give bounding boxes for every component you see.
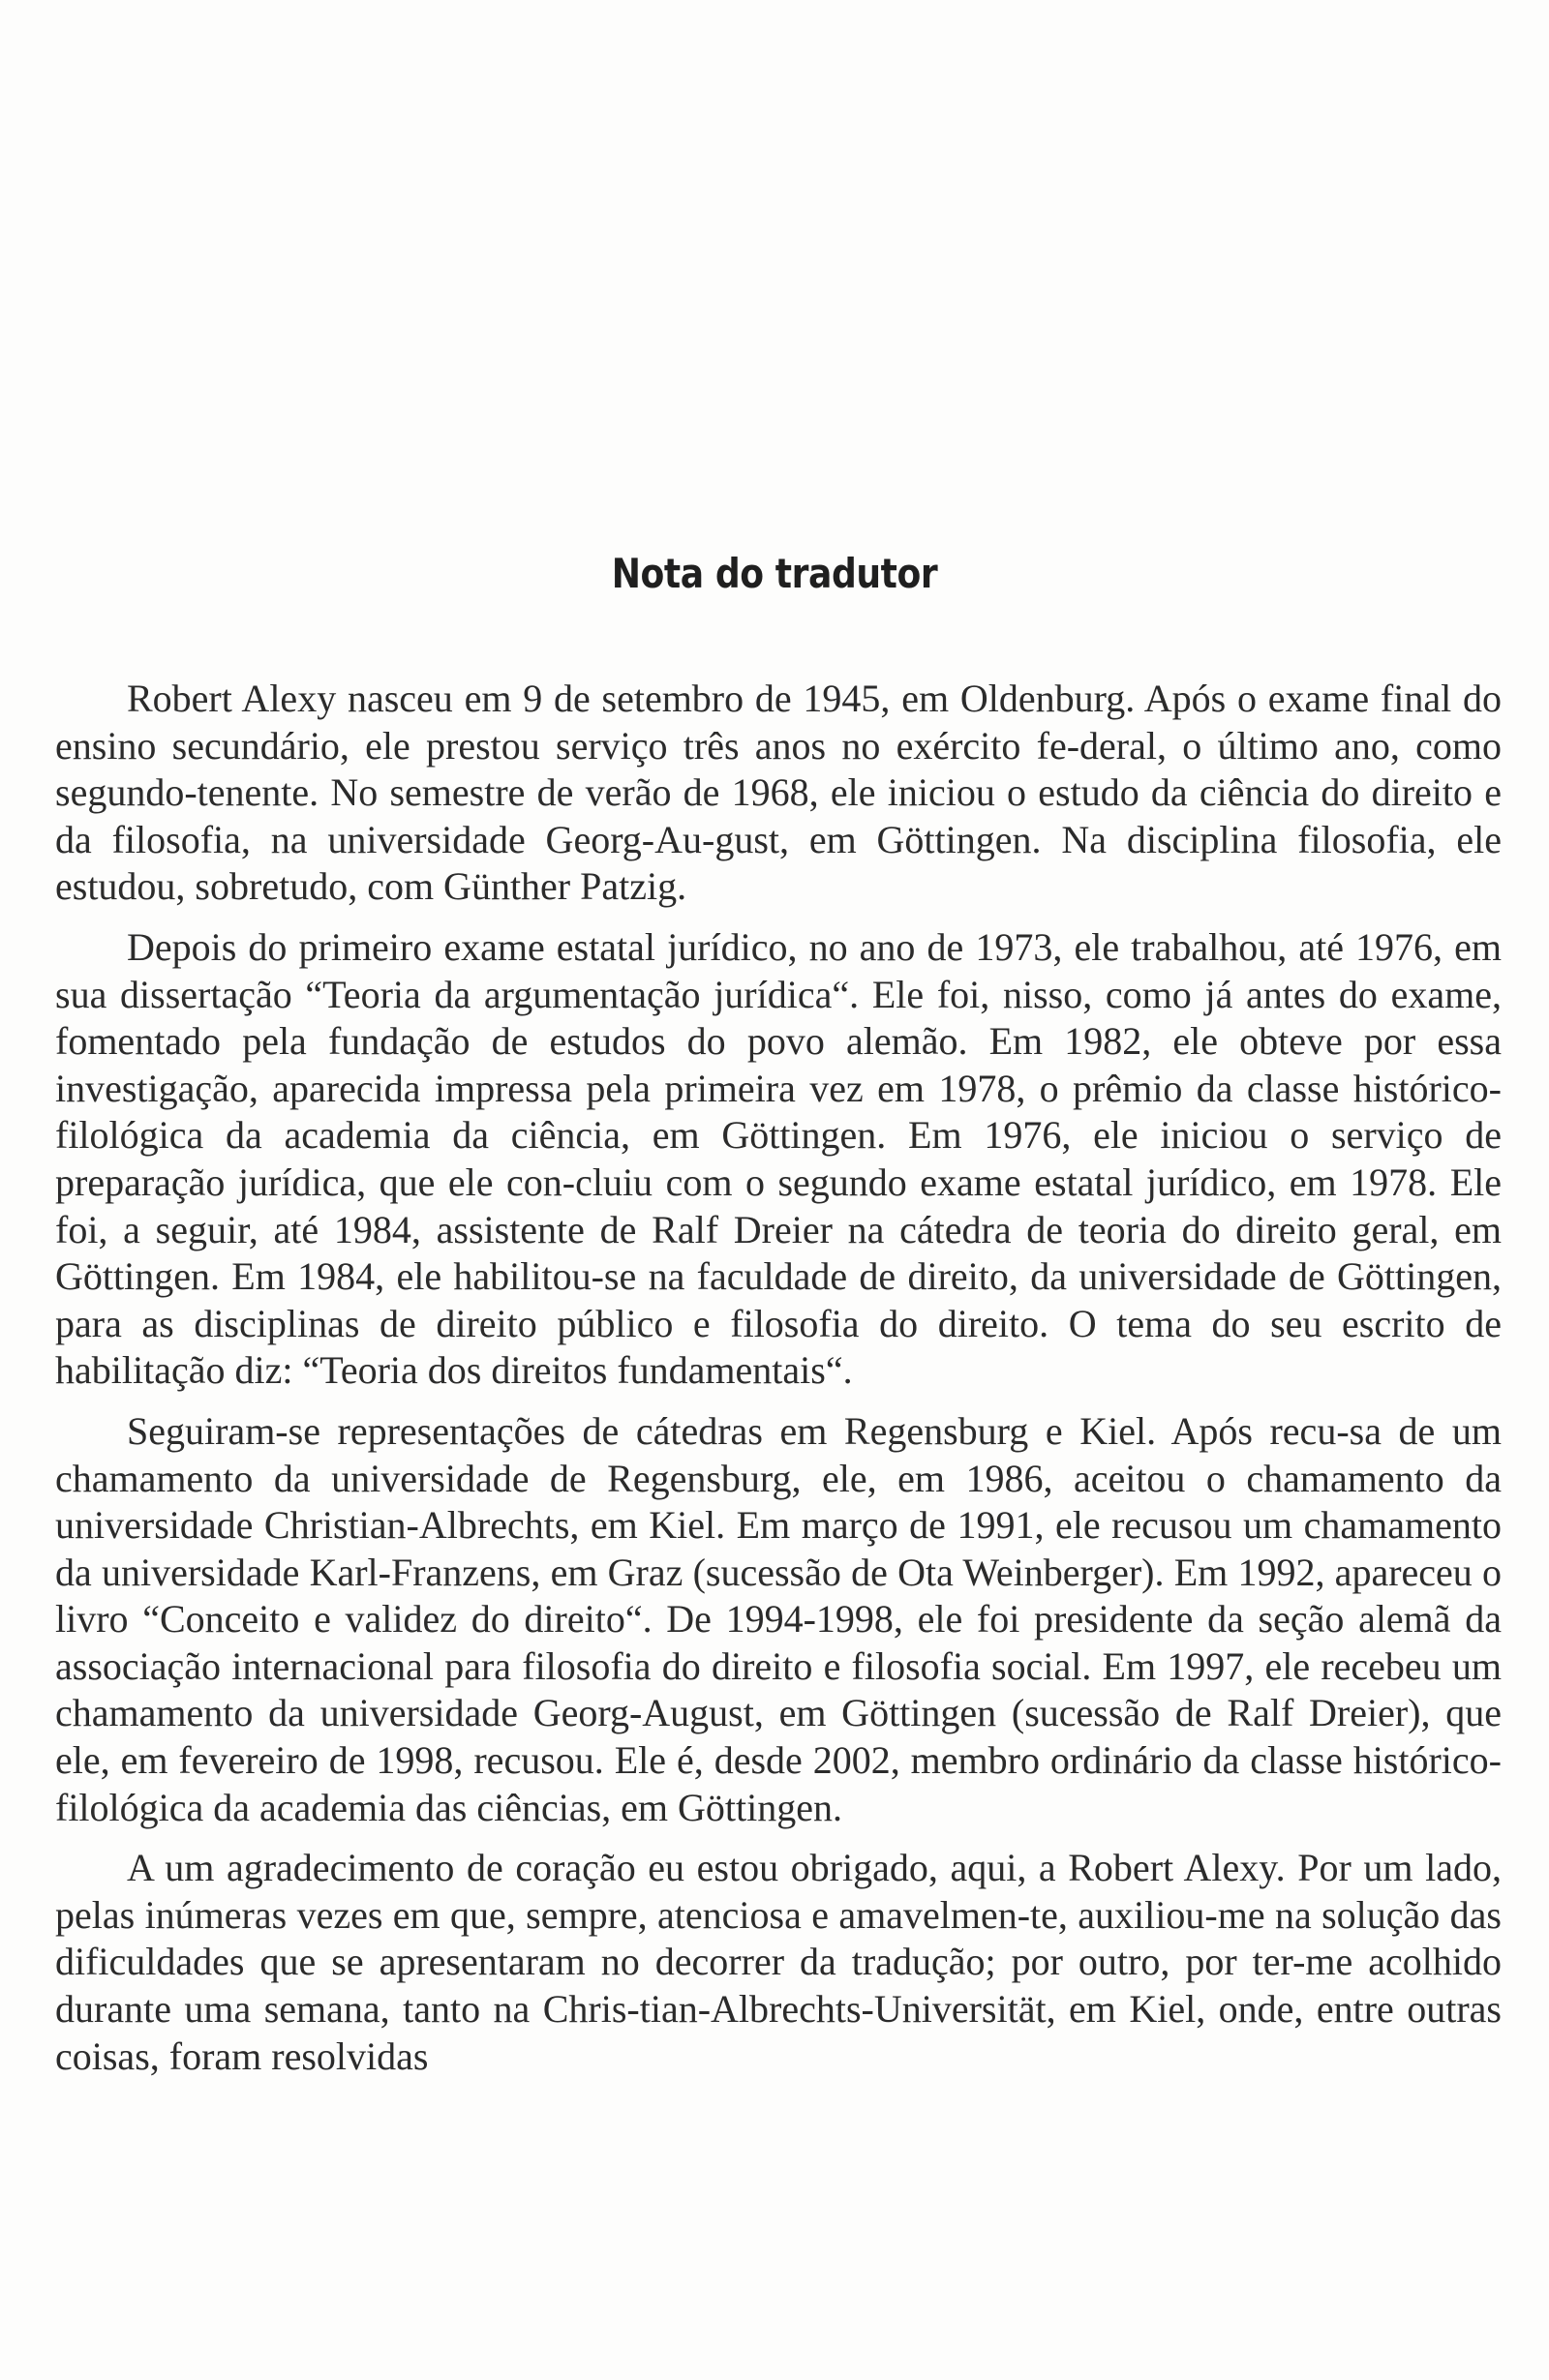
paragraph-dissertation-career: Depois do primeiro exame estatal jurídico, no ano de 1973, ele trabalhou, até 1976, em sua dissertação “Teoria da argumentação jurídica“. Ele foi, nisso, como já antes do exame, fomentado pela fundação de estudos do povo alemão. Em 1982, ele obteve por essa investigação, aparecida impressa pela primeira vez em 1978, o prêmio da classe histórico-filológica da academia da ciência, em Göttingen. Em 1976, ele iniciou o serviço de preparação jurídica, que ele con-cluiu com o segundo exame estatal jurídico, em 1978. Ele foi, a seguir, até 1984, assistente de Ralf Dreier na cátedra de teoria do direito geral, em Göttingen. Em 1984, ele habilitou-se na faculdade de direito, da universidade de Göttingen, para as disciplinas de direito público e filosofia do direito. O tema do seu escrito de habilitação diz: “Teoria dos direitos fundamentais“.	[55, 924, 1502, 1393]
page-title: Nota do tradutor	[611, 550, 938, 597]
body-text	[55, 676, 1502, 2094]
paragraph-biography-early: Robert Alexy nasceu em 9 de setembro de 1945, em Oldenburg. Após o exame final do ensino secundário, ele prestou serviço três anos no exército fe-deral, o último ano, como segundo-tenente. No semestre de verão de 1968, ele iniciou o estudo da ciência do direito e da filosofia, na universidade Georg-Au-gust, em Göttingen. Na disciplina filosofia, ele estudou, sobretudo, com Günther Patzig.	[55, 677, 1502, 909]
paragraph-acknowledgement: A um agradecimento de coração eu estou obrigado, aqui, a Robert Alexy. Por um lado, pelas inúmeras vezes em que, sempre, atenciosa e amavelmen-te, auxiliou-me na solução das dificuldades que se apresentaram no decorrer da tradução; por outro, por ter-me acolhido durante uma semana, tanto na Chris-tian-Albrechts-Universität, em Kiel, onde, entre outras coisas, foram resolvidas	[55, 1846, 1502, 2078]
paragraph-chairs-appointments: Seguiram-se representações de cátedras em Regensburg e Kiel. Após recu-sa de um chamamento da universidade de Regensburg, ele, em 1986, aceitou o chamamento da universidade Christian-Albrechts, em Kiel. Em março de 1991, ele recusou um chamamento da universidade Karl-Franzens, em Graz (sucessão de Ota Weinberger). Em 1992, apareceu o livro “Conceito e validez do direito“. De 1994-1998, ele foi presidente da seção alemã da associação internacional para filosofia do direito e filosofia social. Em 1997, ele recebeu um chamamento da universidade Georg-August, em Göttingen (sucessão de Ralf Dreier), que ele, em fevereiro de 1998, recusou. Ele é, desde 2002, membro ordinário da classe histórico-filológica da academia das ciências, em Göttingen.	[55, 1408, 1502, 1829]
